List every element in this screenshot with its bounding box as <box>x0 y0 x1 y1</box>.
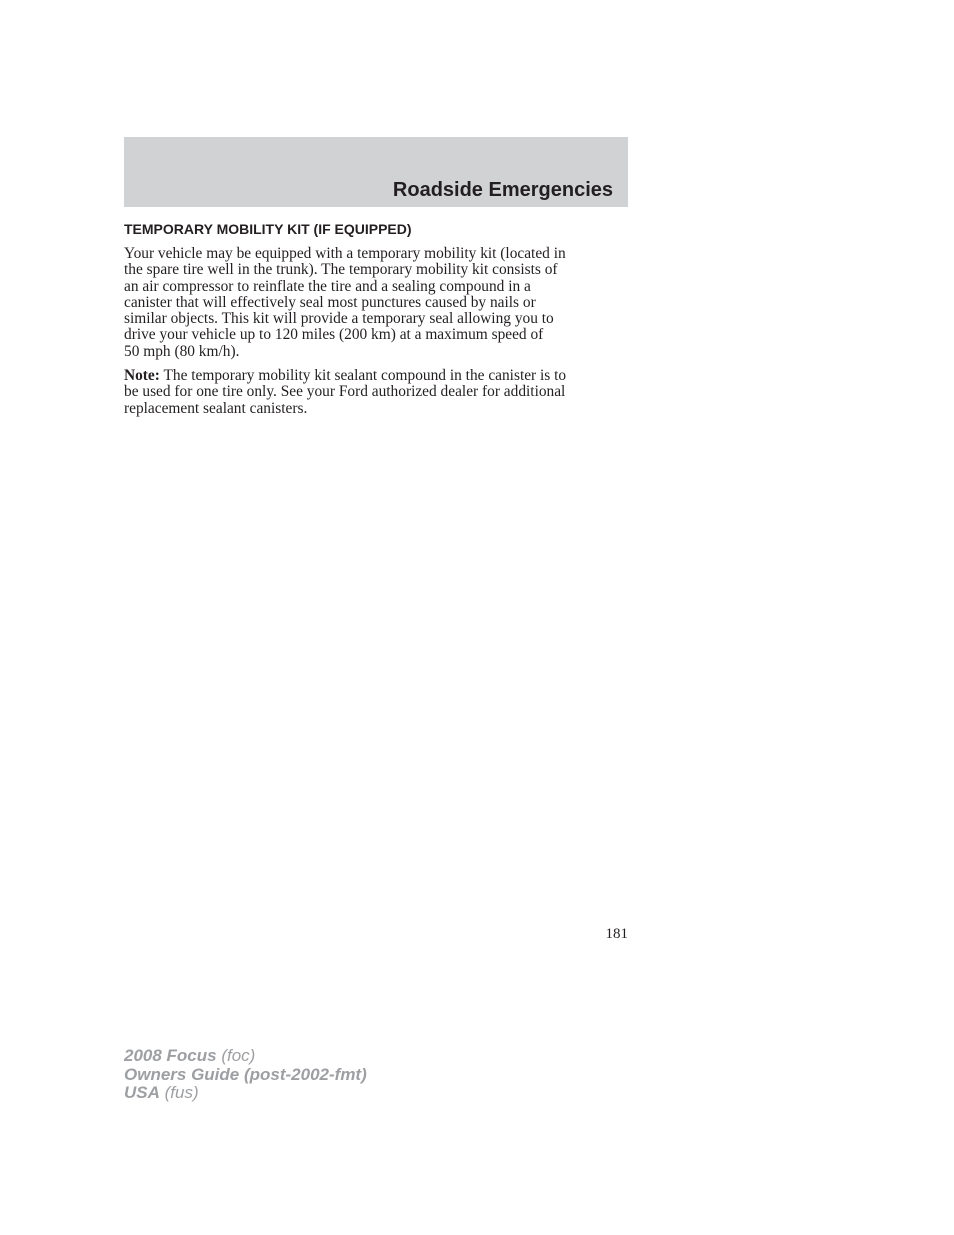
paragraph-line: The temporary mobility kit sealant compound in the canister is to <box>159 367 567 384</box>
intro-paragraph <box>124 246 628 360</box>
footer-line-market <box>124 1084 367 1103</box>
paragraph-line: Your vehicle may be equipped with a temporary mobility kit (located in <box>124 245 566 262</box>
section-header-band <box>124 137 628 207</box>
paragraph-line: canister that will effectively seal most punctures caused by nails or <box>124 293 536 311</box>
page-number: 181 <box>605 926 628 942</box>
section-title: Roadside Emergencies <box>392 179 613 201</box>
paragraph-line: similar objects. This kit will provide a temporary seal allowing you to <box>124 310 554 328</box>
footer-line-guide <box>124 1066 367 1085</box>
footer-market-code: (fus) <box>159 1083 199 1102</box>
document-footer <box>124 1047 367 1103</box>
paragraph-line: the spare tire well in the trunk). The temporary mobility kit consists of <box>124 261 558 279</box>
footer-line-model <box>124 1047 367 1066</box>
subsection-heading: TEMPORARY MOBILITY KIT (IF EQUIPPED) <box>124 221 412 237</box>
paragraph-line: replacement sealant canisters. <box>124 399 308 417</box>
footer-guide: Owners Guide (post-2002-fmt) <box>124 1064 367 1084</box>
paragraph-line: an air compressor to reinflate the tire and a sealing compound in a <box>124 277 531 295</box>
paragraph-line: 50 mph (80 km/h). <box>124 342 240 360</box>
footer-model: 2008 Focus <box>124 1046 217 1065</box>
note-paragraph <box>124 368 628 417</box>
footer-model-code: (foc) <box>216 1046 256 1065</box>
footer-market: USA <box>124 1083 160 1102</box>
paragraph-line: drive your vehicle up to 120 miles (200 km) at a maximum speed of <box>124 326 544 344</box>
note-label: Note: <box>124 367 160 384</box>
paragraph-line: be used for one tire only. See your Ford authorized dealer for additional <box>124 383 566 401</box>
